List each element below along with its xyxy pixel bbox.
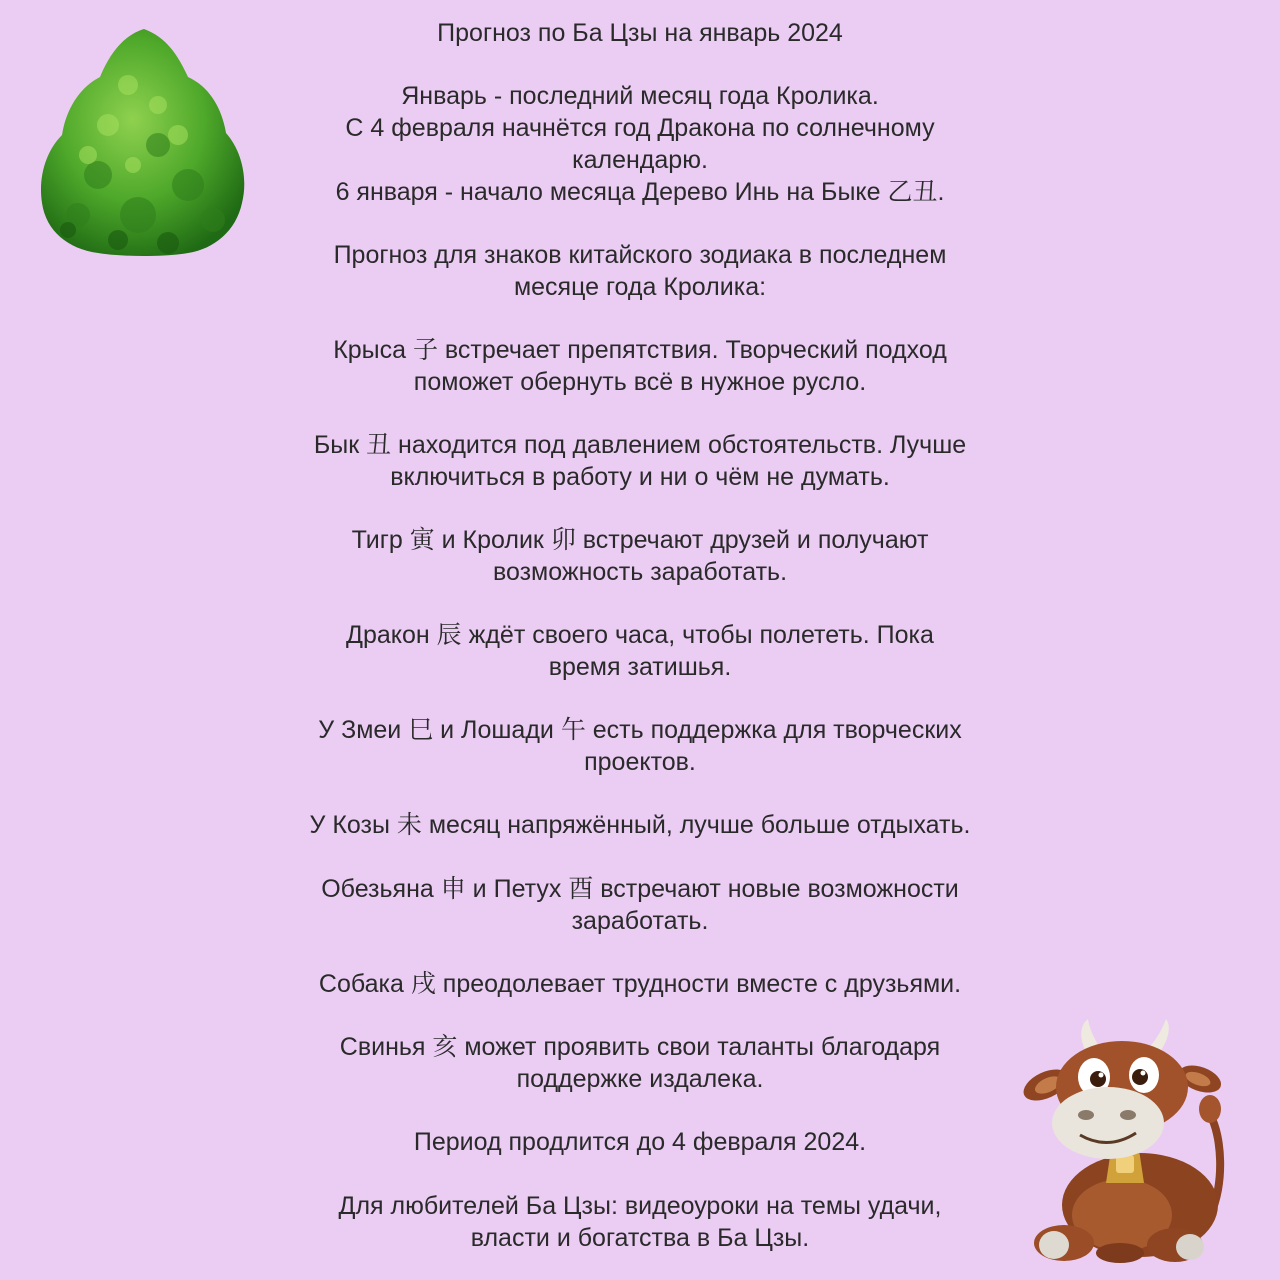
period-note: Период продлится до 4 февраля 2024.	[413, 1128, 867, 1157]
sign-rat: поможет обернуть всё в нужное русло.	[413, 367, 867, 396]
sign-pig: поддержке издалека.	[516, 1065, 764, 1094]
sign-goat: У Козы 未 месяц напряжённый, лучше больше отдыхать.	[309, 811, 971, 840]
sign-snake-horse: У Змеи 巳 и Лошади 午 есть поддержка для творческих	[318, 716, 962, 745]
sign-pig: Свинья 亥 может проявить свои таланты благодаря	[339, 1033, 941, 1062]
intro-line: календарю.	[572, 145, 708, 174]
sign-tiger-rabbit: возможность заработать.	[492, 557, 788, 586]
sign-monkey-rooster: Обезьяна 申 и Петух 酉 встречают новые возможности	[321, 874, 959, 903]
sign-dragon: время затишья.	[548, 652, 732, 681]
tree-illustration	[38, 25, 250, 257]
intro-line: 6 января - начало месяца Дерево Инь на Быке 乙丑.	[335, 177, 945, 206]
sign-rat: Крыса 子 встречает препятствия. Творческий подход	[333, 335, 947, 364]
sign-snake-horse: проектов.	[584, 748, 696, 777]
intro-line: С 4 февраля начнётся год Дракона по солнечному	[345, 114, 935, 143]
sign-monkey-rooster: заработать.	[571, 906, 709, 935]
forecast-heading: месяце года Кролика:	[513, 272, 767, 301]
forecast-heading: Прогноз для знаков китайского зодиака в последнем	[333, 240, 947, 269]
ox-illustration	[1010, 1015, 1246, 1265]
sign-ox: включиться в работу и ни о чём не думать.	[390, 462, 890, 491]
sign-dragon: Дракон 辰 ждёт своего часа, чтобы полететь. Пока	[346, 621, 934, 650]
footer-note: власти и богатства в Ба Цзы.	[470, 1223, 810, 1252]
sign-tiger-rabbit: Тигр 寅 и Кролик 卯 встречают друзей и получают	[351, 526, 929, 555]
sign-ox: Бык 丑 находится под давлением обстоятельств. Лучше	[313, 431, 967, 460]
page-title: Прогноз по Ба Цзы на январь 2024	[437, 19, 843, 47]
forecast-text	[280, 18, 1000, 1254]
footer-note: Для любителей Ба Цзы: видеоуроки на темы удачи,	[338, 1191, 942, 1220]
sign-dog: Собака 戌 преодолевает трудности вместе с друзьями.	[318, 969, 962, 998]
intro-line: Январь - последний месяц года Кролика.	[401, 82, 879, 111]
